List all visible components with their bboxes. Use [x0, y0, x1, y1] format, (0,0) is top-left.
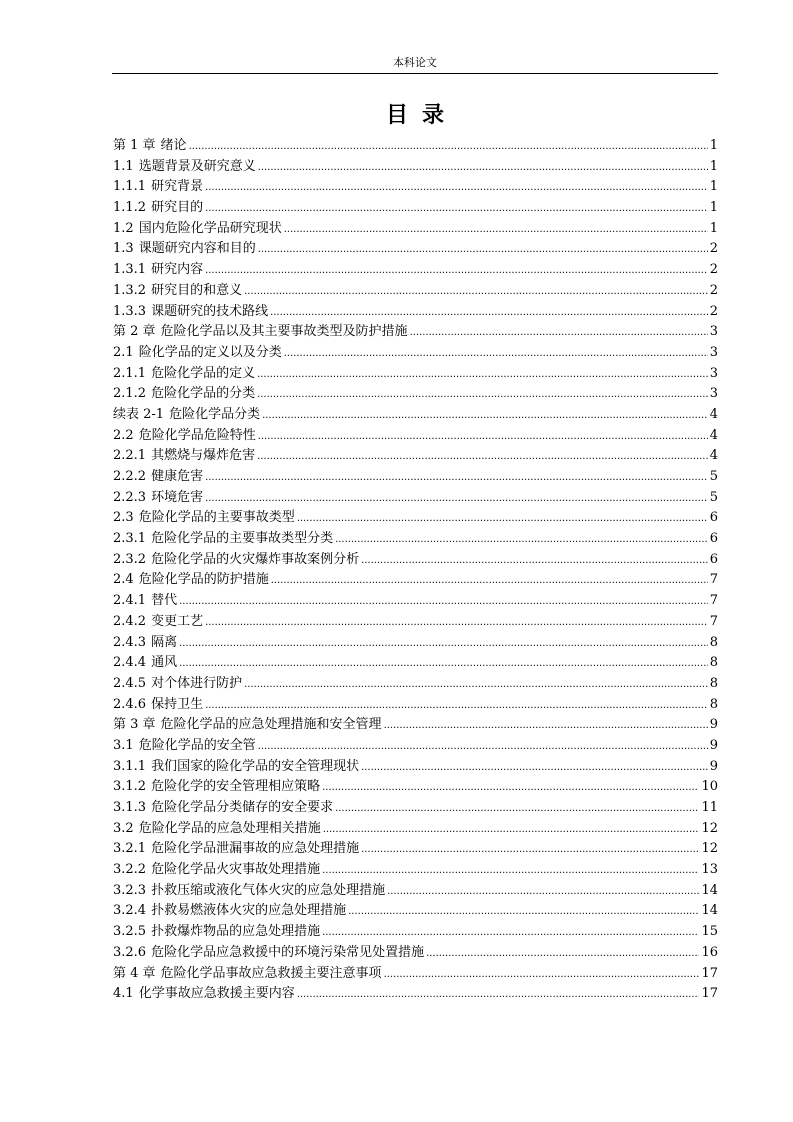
toc-entry-number: 3.2.5	[113, 924, 147, 940]
toc-entry[interactable]	[113, 467, 718, 488]
toc-entry[interactable]	[113, 612, 718, 633]
page-header: 本科论文	[393, 56, 437, 69]
toc-dot-leader	[179, 591, 708, 613]
toc-entry-number: 1.1.2	[113, 200, 147, 216]
toc-entry[interactable]	[113, 157, 718, 178]
toc-entry-number: 续表 2-1	[113, 406, 165, 422]
toc-dot-leader	[179, 653, 708, 675]
toc-entry-page: 4	[709, 406, 718, 422]
toc-entry[interactable]	[113, 281, 718, 302]
toc-entry-title: 保持卫生	[151, 696, 204, 712]
toc-dot-leader	[257, 364, 708, 386]
toc-entry[interactable]	[113, 653, 718, 674]
toc-entry-title: 课题研究内容和目的	[138, 241, 256, 257]
toc-dot-leader	[205, 612, 708, 634]
toc-entry[interactable]	[113, 860, 718, 881]
toc-dot-leader	[179, 633, 708, 655]
toc-entry-number: 2.2.3	[113, 489, 147, 505]
toc-dot-leader	[258, 239, 708, 261]
toc-entry-page: 1	[709, 179, 718, 195]
toc-entry-title: 危险化学品的安全管	[138, 737, 256, 753]
toc-entry[interactable]	[113, 570, 718, 591]
toc-entry-page: 7	[709, 613, 718, 629]
toc-dot-leader	[410, 322, 708, 344]
toc-entry-number: 1.3.3	[113, 303, 147, 319]
toc-entry-number: 3.1	[113, 737, 134, 753]
toc-entry[interactable]	[113, 219, 718, 240]
toc-entry-title: 扑救压缩或液化气体火灾的应急处理措施	[151, 882, 386, 898]
toc-entry[interactable]	[113, 508, 718, 529]
toc-entry-title: 研究目的和意义	[151, 282, 243, 298]
toc-entry-title: 隔离	[151, 634, 178, 650]
toc-entry[interactable]	[113, 715, 718, 736]
toc-entry-title: 危险化学品的定义	[151, 365, 256, 381]
toc-entry[interactable]	[113, 488, 718, 509]
toc-entry-page: 3	[709, 344, 718, 360]
toc-entry-page: 6	[709, 551, 718, 567]
toc-entry-title: 危险化学品应急救援中的环境污染常见处置措施	[151, 944, 425, 960]
toc-entry-page: 17	[701, 965, 718, 981]
toc-dot-leader	[205, 177, 708, 199]
toc-entry-number: 2.3.2	[113, 551, 147, 567]
toc-dot-leader	[361, 757, 708, 779]
toc-entry[interactable]	[113, 695, 718, 716]
toc-entry-page: 8	[709, 655, 718, 671]
toc-entry[interactable]	[113, 922, 718, 943]
toc-dot-leader	[205, 695, 708, 717]
toc-entry-number: 3.1.3	[113, 800, 147, 815]
toc-entry[interactable]	[113, 943, 718, 964]
toc-dot-leader	[205, 260, 708, 282]
toc-dot-leader	[284, 343, 708, 365]
toc-entry-page: 2	[709, 241, 718, 257]
toc-entry-page: 13	[701, 862, 718, 878]
toc-entry-title: 化学事故应急救援主要内容	[138, 986, 295, 1002]
toc-entry-title: 危险化学品的防护措施	[138, 572, 269, 588]
toc-entry[interactable]	[113, 819, 718, 840]
toc-entry[interactable]	[113, 984, 718, 1005]
toc-entry[interactable]	[113, 426, 718, 447]
toc-entry[interactable]	[113, 964, 718, 985]
toc-entry-page: 3	[709, 365, 718, 381]
toc-entry-page: 9	[709, 737, 718, 753]
toc-entry-page: 1	[709, 220, 718, 236]
toc-entry-number: 2.1.1	[113, 365, 147, 381]
toc-entry[interactable]	[113, 446, 718, 467]
toc-entry-number: 2.2.1	[113, 448, 147, 464]
toc-entry-page: 14	[701, 882, 718, 898]
toc-entry-number: 2.1.2	[113, 386, 147, 402]
toc-entry-title: 课题研究的技术路线	[151, 303, 269, 319]
toc-entry-number: 2.2	[113, 427, 134, 443]
toc-entry-page: 3	[709, 386, 718, 402]
toc-entry-page: 9	[709, 758, 718, 774]
toc-dot-leader	[258, 426, 708, 448]
toc-entry-title: 健康危害	[151, 469, 204, 484]
toc-dot-leader	[270, 302, 708, 324]
toc-entry-page: 3	[709, 324, 718, 340]
toc-entry[interactable]	[113, 364, 718, 385]
toc-dot-leader	[384, 715, 708, 737]
toc-title: 目录	[385, 103, 458, 128]
toc-dot-leader	[189, 136, 708, 158]
toc-entry-number: 3.2.1	[113, 841, 147, 857]
toc-entry-title: 对个体进行防护	[151, 675, 243, 691]
toc-entry-title: 危险化学品的应急处理相关措施	[138, 820, 321, 836]
toc-entry-number: 2.4.6	[113, 696, 147, 712]
toc-dot-leader	[361, 550, 708, 572]
toc-dot-leader	[244, 281, 708, 303]
toc-entry-number: 2.4.2	[113, 613, 147, 629]
toc-entry[interactable]	[113, 550, 718, 571]
toc-dot-leader	[335, 529, 708, 551]
toc-entry-page: 15	[701, 924, 718, 940]
toc-entry-title: 通风	[151, 655, 178, 671]
toc-entry-page: 12	[701, 841, 718, 857]
toc-entry-number: 2.4.4	[113, 655, 147, 671]
toc-entry-number: 3.1.2	[113, 779, 147, 795]
toc-entry-title: 替代	[151, 593, 178, 609]
toc-entry-title: 研究内容	[151, 262, 204, 278]
toc-entry-title: 危险化学品的主要事故类型分类	[151, 531, 334, 547]
toc-entry-number: 4.1	[113, 986, 134, 1002]
toc-entry-number: 2.2.2	[113, 469, 147, 484]
toc-entry-page: 2	[709, 303, 718, 319]
toc-entry-title: 危险化学品危险特性	[138, 427, 256, 443]
toc-entry-page: 1	[709, 200, 718, 216]
toc-dot-leader	[426, 943, 699, 965]
toc-dot-leader	[258, 157, 708, 179]
toc-entry-number: 2.4.1	[113, 593, 147, 609]
toc-entry-number: 3.2.4	[113, 903, 147, 919]
toc-entry-page: 17	[701, 986, 718, 1002]
toc-entry-title: 危险化学的安全管理相应策略	[151, 779, 321, 795]
toc-entry[interactable]	[113, 736, 718, 757]
toc-entry-title: 危险化学品的主要事故类型	[138, 510, 295, 526]
toc-dot-leader	[271, 570, 708, 592]
toc-entry[interactable]	[113, 777, 718, 798]
toc-entry-number: 2.3	[113, 510, 134, 526]
toc-entry[interactable]	[113, 674, 718, 695]
toc-entry-page: 1	[709, 138, 718, 153]
toc-entry-page: 7	[709, 572, 718, 588]
toc-entry[interactable]	[113, 343, 718, 364]
toc-entry-title: 危险化学品分类	[169, 406, 261, 422]
toc-entry-number: 1.2	[113, 220, 134, 236]
toc-dot-leader	[262, 405, 708, 427]
toc-list	[113, 136, 718, 1005]
toc-entry-page: 5	[709, 469, 718, 484]
toc-dot-leader	[387, 881, 699, 903]
toc-entry[interactable]	[113, 239, 718, 260]
toc-entry-number: 3.1.1	[113, 758, 147, 774]
toc-entry-number: 第 1 章	[113, 138, 156, 153]
toc-entry-number: 第 3 章	[113, 717, 156, 733]
toc-entry-title: 危险化学品以及其主要事故类型及防护措施	[160, 324, 408, 340]
toc-dot-leader	[384, 964, 700, 986]
toc-entry[interactable]	[113, 198, 718, 219]
header-rule	[112, 73, 718, 74]
toc-entry-page: 9	[709, 717, 718, 733]
toc-entry-number: 1.3.2	[113, 282, 147, 298]
toc-entry-page: 2	[709, 282, 718, 298]
toc-entry-title: 国内危险化学品研究现状	[138, 220, 282, 236]
toc-entry-page: 1	[709, 158, 718, 174]
toc-entry-number: 2.3.1	[113, 531, 147, 547]
toc-entry-page: 4	[709, 448, 718, 464]
toc-entry-page: 8	[709, 696, 718, 712]
toc-entry-page: 11	[701, 800, 718, 815]
toc-entry-number: 1.3	[113, 241, 134, 257]
toc-entry-title: 危险化学品分类储存的安全要求	[151, 800, 334, 815]
toc-entry-page: 6	[709, 510, 718, 526]
toc-entry-number: 1.1	[113, 158, 134, 174]
toc-entry-number: 2.1	[113, 344, 134, 360]
toc-dot-leader	[361, 839, 699, 861]
toc-entry[interactable]	[113, 881, 718, 902]
toc-dot-leader	[322, 860, 699, 882]
toc-entry-title: 我们国家的险化学品的安全管理现状	[151, 758, 360, 774]
toc-dot-leader	[257, 384, 708, 406]
toc-entry-number: 1.1.1	[113, 179, 147, 195]
toc-dot-leader	[297, 984, 700, 1006]
toc-entry-title: 选题背景及研究意义	[138, 158, 256, 174]
toc-dot-leader	[335, 798, 699, 820]
toc-entry[interactable]	[113, 177, 718, 198]
toc-entry-page: 8	[709, 634, 718, 650]
toc-entry-title: 危险化学品事故应急救援主要注意事项	[160, 965, 382, 981]
toc-dot-leader	[205, 198, 708, 220]
toc-entry-page: 10	[701, 779, 718, 795]
toc-entry-title: 危险化学品火灾事故处理措施	[151, 862, 321, 878]
toc-entry-title: 危险化学品的火灾爆炸事故案例分析	[151, 551, 360, 567]
toc-entry-title: 绪论	[160, 138, 187, 153]
toc-entry-title: 研究背景	[151, 179, 204, 195]
toc-entry-title: 其燃烧与爆炸危害	[151, 448, 256, 464]
toc-entry-number: 3.2.3	[113, 882, 147, 898]
toc-dot-leader	[205, 467, 708, 489]
toc-dot-leader	[258, 736, 708, 758]
toc-entry[interactable]	[113, 260, 718, 281]
toc-entry[interactable]	[113, 901, 718, 922]
toc-entry[interactable]	[113, 405, 718, 426]
toc-entry[interactable]	[113, 757, 718, 778]
toc-entry-page: 14	[701, 903, 718, 919]
toc-entry-page: 12	[701, 820, 718, 836]
toc-dot-leader	[323, 819, 700, 841]
toc-entry-page: 5	[709, 489, 718, 505]
toc-entry-number: 3.2	[113, 820, 134, 836]
toc-dot-leader	[297, 508, 708, 530]
toc-entry-title: 危险化学品的分类	[151, 386, 256, 402]
toc-entry-title: 危险化学品的应急处理措施和安全管理	[160, 717, 382, 733]
toc-entry[interactable]	[113, 839, 718, 860]
toc-entry-page: 8	[709, 675, 718, 691]
toc-entry-title: 扑救易燃液体火灾的应急处理措施	[151, 903, 347, 919]
toc-entry-page: 4	[709, 427, 718, 443]
toc-dot-leader	[257, 446, 708, 468]
toc-dot-leader	[322, 777, 699, 799]
toc-entry[interactable]	[113, 633, 718, 654]
toc-entry-title: 变更工艺	[151, 613, 204, 629]
toc-entry-number: 1.3.1	[113, 262, 147, 278]
toc-entry[interactable]	[113, 591, 718, 612]
toc-entry-number: 2.4.3	[113, 634, 147, 650]
toc-entry[interactable]	[113, 529, 718, 550]
toc-entry-number: 第 2 章	[113, 324, 156, 340]
toc-entry-title: 研究目的	[151, 200, 204, 216]
toc-entry-number: 第 4 章	[113, 965, 156, 981]
toc-entry[interactable]	[113, 384, 718, 405]
toc-entry[interactable]	[113, 798, 718, 819]
toc-entry-title: 环境危害	[151, 489, 204, 505]
toc-entry-title: 危险化学品泄漏事故的应急处理措施	[151, 841, 360, 857]
toc-dot-leader	[284, 219, 708, 241]
toc-entry-number: 3.2.6	[113, 944, 147, 960]
toc-entry-title: 险化学品的定义以及分类	[138, 344, 282, 360]
toc-entry[interactable]	[113, 136, 718, 157]
toc-entry[interactable]	[113, 302, 718, 323]
toc-entry-title: 扑救爆炸物品的应急处理措施	[151, 924, 321, 940]
toc-entry-page: 7	[709, 593, 718, 609]
toc-entry-page: 16	[701, 944, 718, 960]
toc-entry-number: 2.4	[113, 572, 134, 588]
toc-dot-leader	[348, 901, 699, 923]
toc-entry[interactable]	[113, 322, 718, 343]
toc-dot-leader	[244, 674, 708, 696]
toc-entry-page: 6	[709, 531, 718, 547]
toc-entry-number: 3.2.2	[113, 862, 147, 878]
toc-entry-number: 2.4.5	[113, 675, 147, 691]
toc-dot-leader	[205, 488, 708, 510]
toc-entry-page: 2	[709, 262, 718, 278]
toc-dot-leader	[322, 922, 699, 944]
